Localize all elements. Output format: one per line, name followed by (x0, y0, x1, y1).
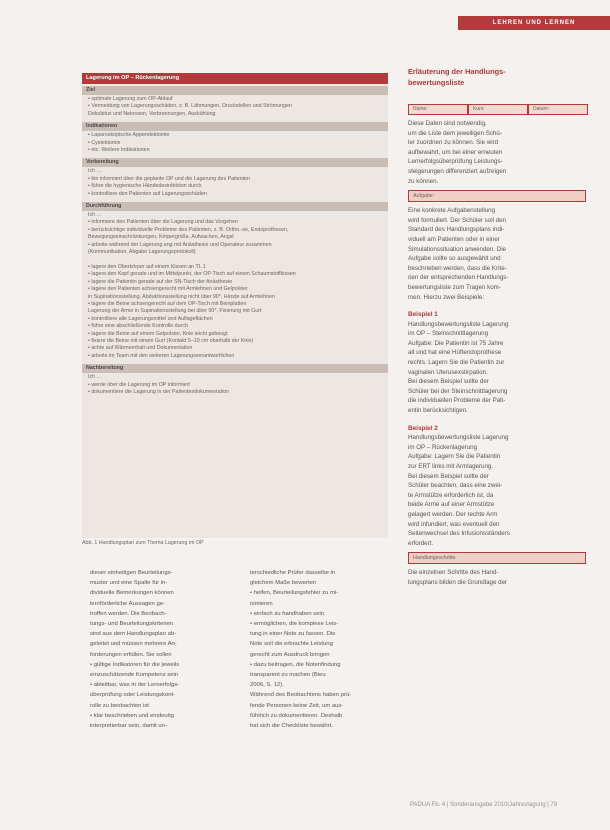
text-line: Aufgabe: Die Patientin ist 75 Jahre (408, 339, 504, 347)
figure-caption: Abb. 1 Handlungsplan zum Thema Lagerung im OP (82, 540, 204, 546)
text-line: zu können. (408, 177, 439, 185)
section-line: • achte auf Wärmeerhalt und Dokumentation (88, 345, 382, 352)
section-line: • Cystektomie (88, 140, 382, 147)
section-line: • lagere den Patienten achsengerecht mit Armlehnen und Gelpolster (88, 286, 382, 293)
right-title (408, 66, 588, 88)
text-line: überprüfung oder Leistungskont- (90, 692, 176, 699)
text-line: • gültige Indikatoren für die jeweils (90, 661, 180, 668)
text-line: Aufgabe: Lagern Sie die Patientin (408, 453, 501, 461)
text-line: dieser einheitigen Beurteilungs- (90, 570, 173, 576)
text-line: Seitenwechsel des Infusionsständers (408, 530, 510, 538)
section-line: Lagerung der Arme in Supinationsstellung bei über 90°, Fixierung mit Gurt (88, 308, 262, 315)
text-line: • klar beschrieben und eindeutig (90, 712, 174, 719)
text-line: • dazu beitragen, die Notenfindung (250, 661, 341, 668)
beispiel-1-title: Beispiel 1 (408, 311, 438, 319)
text-line: sind aus dem Handlungsplan ab- (90, 631, 177, 638)
text-line: tung in einer Note zu fassen. Die (250, 631, 336, 638)
section-line: Bewegungseinschränkungen, Körpergröße, Aufwachen, Angst (88, 234, 234, 241)
section-line: • Laparoskopische Appendektomie (88, 132, 382, 139)
right-column (408, 66, 588, 588)
section-header: LEHREN UND LERNEN (458, 16, 610, 30)
aufgabe-bar: Aufgabe: (408, 190, 586, 202)
table-cell: Kurs: (468, 104, 528, 115)
section-line: • lagere die Beine auf einem Gelpolster, Knie leicht gebeugt (88, 331, 382, 338)
section-line: • lagere den Kopf gerade und im Mittelpunkt, der OP-Tisch auf einem Schaumstoffkissen (88, 271, 382, 278)
text-line: rolle zu beobachten ist (90, 702, 149, 709)
text-line: im OP – Rückenlagerung (408, 443, 478, 451)
body-column-1 (90, 568, 240, 731)
text-line: ler zuordnen zu können. Sie wird (408, 139, 499, 147)
section-line: • fixiere die Beine mit einem Gurt (Kontakt 5–10 cm oberhalb der Knie) (88, 338, 382, 345)
section-line: • etc. Weitere Indikationen (88, 147, 382, 154)
text-line: • ableitbar, was in der Lernerfolgs- (90, 682, 180, 689)
section-line: • lagere den Oberkörper auf einem Kissen an TL 1 (88, 264, 382, 271)
section-line: • arbeite im Team mit den weiteren Lagerungsverantwortlichen (88, 353, 382, 360)
section-line: Ich ... (88, 212, 101, 219)
section-heading: Nachbereitung (82, 364, 388, 373)
table-cell: Datum: (528, 104, 588, 115)
text-line: 2006, S. 12). (250, 682, 284, 689)
section-line: • arbeite während der Lagerung eng mit Anästhesie und Operateur zusammen (88, 242, 382, 249)
text-line: lernförderliche Aussagen ge- (90, 600, 165, 607)
section-body (82, 373, 388, 398)
text-line: Lernerfolgsüberprüfung Leistungs- (408, 158, 503, 166)
text-line: gelagert werden. Der rechte Arm (408, 510, 498, 518)
section-line: • kontrolliere alle Lagerungsmittel und Auflageflächen (88, 316, 382, 323)
section-line: Ich ... (88, 168, 101, 175)
section-line: Ich ... (88, 374, 101, 381)
section-line: in Supinationsstellung, Abduktionsstellung nicht über 90°, Hände auf Armlehnen (88, 293, 276, 300)
text-line: beschrieben werden, dass die Krite- (408, 264, 507, 272)
text-line: gleichem Maße bewerten (250, 580, 317, 587)
text-line: Schüler bei der Steinschnittlagerung (408, 387, 508, 395)
text-line: erfordert. (408, 539, 434, 547)
section-line: • optimale Lagerung zum OP-Ablauf (88, 96, 382, 103)
text-line: Diese Daten sind notwendig, (408, 120, 487, 127)
beispiel-1-text (408, 320, 588, 416)
handlungsschritte-bar: Handlungsschritte (408, 552, 586, 564)
section-body (82, 167, 388, 200)
text-line: dividuelle Bemerkungen können (90, 590, 174, 597)
text-line: aufbewahrt, um bei einer erneuten (408, 148, 503, 156)
section-line: • dokumentiere die Lagerung in der Patientendokumentation (88, 389, 382, 396)
section-line: Dekubitus und Nekrosen, Verbrennungen, Auskühlung (88, 110, 216, 117)
section-line: • berücksichtige individuelle Probleme des Patienten, z. B. Ortho.-se, Endoprothesen, (88, 227, 382, 234)
text-line: führlich zu dokumentieren. Deshalb (250, 712, 343, 719)
section-heading: Ziel (82, 86, 388, 95)
text-line: entin berücksichtigen. (408, 407, 468, 415)
section-line: • führe die hygienische Händedesinfektion durch (88, 183, 382, 190)
text-line: • ermöglichen, die komplexe Leis- (250, 621, 339, 628)
beispiel-2-title: Beispiel 2 (408, 424, 438, 432)
text-line: Handlungsbewertungsliste Lagerung (408, 320, 509, 328)
text-line: Eine konkrete Aufgabenstellung (408, 207, 496, 215)
text-line: vaginalen Uterusexstirpation. (408, 368, 488, 376)
table-cell: Name: (408, 104, 468, 115)
text-line: lungsplans bilden die Grundlage der (408, 578, 508, 586)
section-line: • Vermeidung von Lagerungsschäden, z. B. Lähmungen, Druckstellen und Strömungen (88, 103, 382, 110)
section-line: • lagere die Patientin gerade auf der SN-Tisch der Anästhesie (88, 279, 382, 286)
body-column-2 (250, 568, 385, 731)
text-line: fende Personen keine Zeit, um aus- (250, 702, 344, 709)
text-line: men. Hierzu zwei Beispiele: (408, 293, 484, 301)
section-body (82, 95, 388, 120)
section-heading: Vorbereitung (82, 158, 388, 167)
text-line: um die Liste dem jeweiligen Schü- (408, 129, 502, 137)
text-line: Note soll die erbrachte Leistung (250, 641, 333, 648)
text-line: Während des Beobachtens haben prü- (250, 692, 352, 699)
text-line: steigerungen differenziert aufzeigen (408, 167, 507, 175)
text-line: Simulationssituation anwenden. Die (408, 245, 507, 253)
text-line: Standard des Handlungsplans indi- (408, 226, 505, 234)
section-line: • informiere den Patienten über die Lagerung und das Vorgehen (88, 219, 382, 226)
text-line: wird formuliert. Der Schüler soll den (408, 216, 507, 224)
text-line: wird infundiert, was eventuell den (408, 520, 500, 528)
section-line: • werde über die Lagerung im OP informiert (88, 382, 382, 389)
section-line: (Kommunikation, Abgabe Lagerungsprotokoll) (88, 249, 196, 256)
text-line: hat sich die Checkliste bewährt. (250, 723, 333, 730)
text-line: im OP – Steinschnittlagerung (408, 330, 489, 338)
section-body (82, 131, 388, 156)
text-line: rechts. Lagern Sie die Patientin zur (408, 359, 505, 367)
paragraph-2 (408, 206, 588, 302)
box-title: Lagerung im OP – Rückenlagerung (82, 73, 388, 84)
section-heading: Indikationen (82, 122, 388, 131)
text-line: die individuellen Probleme der Pati- (408, 397, 506, 405)
text-line: Aufgabe sollte so ausgewählt und (408, 255, 501, 263)
text-line: Handlungsbewertungsliste Lagerung (408, 434, 509, 442)
text-line: nimieren (250, 600, 273, 607)
paragraph-1 (408, 119, 588, 186)
text-line: interpretierbar sein, damit un- (90, 723, 167, 730)
beispiel-2-text (408, 433, 588, 548)
section-body (82, 211, 388, 362)
section-heading: Durchführung (82, 202, 388, 211)
text-line: Bei diesem Beispiel sollte der (408, 472, 489, 480)
text-line: • helfen, Beurteilungsfehler zu mi- (250, 590, 339, 597)
text-line: einzuschätzende Kompetenz sein (90, 672, 179, 679)
text-line: • einfach zu handhaben sein (250, 610, 325, 617)
text-line: muster und eine Spalte für in- (90, 580, 168, 587)
text-line: Schüler beachten, dass eine zwei- (408, 482, 503, 490)
text-line: Bei diesem Beispiel sollte der (408, 378, 489, 386)
text-line: forderungen erfüllen. Sie sollen (90, 651, 172, 658)
text-line: te Armstütze erforderlich ist, da (408, 491, 494, 499)
name-course-date-table (408, 104, 588, 115)
text-line: beide Arme auf einer Armstütze (408, 501, 495, 509)
text-line: terschiedliche Prüfer dasselbe in (250, 570, 336, 576)
section-line: • führe eine abschließende Kontrolle durch (88, 323, 382, 330)
text-line: viduell am Patienten oder in einer (408, 235, 500, 243)
section-line: • lagere die Beine achsengerecht auf dem OP-Tisch mit Beinplatten (88, 301, 382, 308)
paragraph-3 (408, 568, 588, 587)
text-line: tungs- und Beurteilungskriterien (90, 621, 174, 628)
section-line: • kontrolliere den Patienten auf Lagerungsschäden (88, 191, 382, 198)
text-line: alt und hat eine Hüftendoprothese (408, 349, 502, 357)
title-line: Erläuterung der Handlungs- (408, 67, 506, 76)
title-line: bewertungsliste (408, 78, 465, 87)
text-line: gerecht zum Ausdruck bringen (250, 651, 330, 658)
text-line: zur ERT links mit Armlagerung. (408, 463, 494, 470)
text-line: troffen werden. Die Beobach- (90, 610, 167, 617)
section-line: • bin informiert über die geplante OP und die Lagerung des Patienten (88, 176, 382, 183)
text-line: geleitet und müssen mehrere An- (90, 641, 177, 648)
page-footer: PADUA Fb. 4 | Sonderausgabe 2010/Jahrestagung | 79 (410, 802, 558, 808)
box-sections (82, 86, 388, 398)
section-line (88, 257, 382, 264)
handlungsplan-box (82, 73, 388, 538)
text-line: bewertungsliste zum Tragen kom- (408, 283, 501, 291)
text-line: transparent zu machen (Bieu (250, 672, 326, 679)
text-line: rien der entsprechenden Handlungs- (408, 274, 509, 282)
text-line: Die einzelnen Schritte des Hand- (408, 569, 499, 577)
